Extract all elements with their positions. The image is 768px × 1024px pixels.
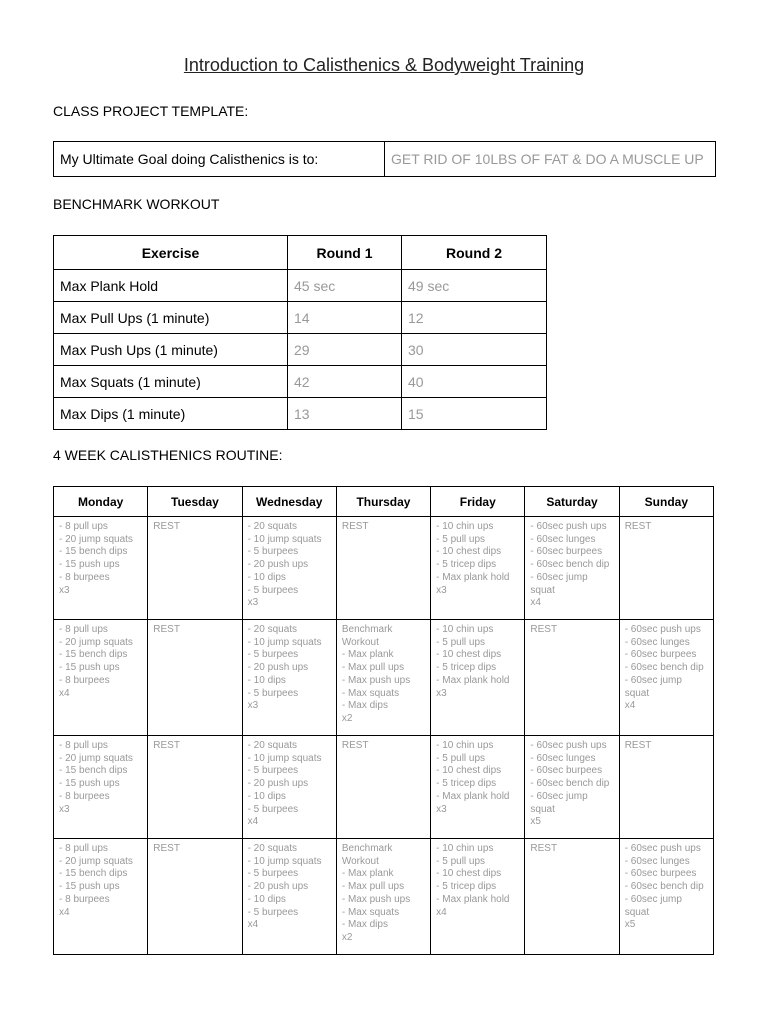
routine-cell[interactable]: REST	[148, 517, 242, 620]
exercise-name: Max Push Ups (1 minute)	[54, 334, 288, 366]
routine-cell[interactable]: - 10 chin ups - 5 pull ups - 10 chest dips - 5 tricep dips - Max plank hold x4	[431, 839, 525, 955]
routine-header-row	[54, 487, 714, 517]
class-project-heading: CLASS PROJECT TEMPLATE:	[53, 103, 249, 119]
benchmark-header-row	[54, 236, 547, 270]
week-row-1	[54, 517, 714, 620]
round-2-value[interactable]: 30	[402, 334, 547, 366]
benchmark-header-round-1: Round 1	[288, 236, 402, 270]
routine-cell[interactable]: REST	[148, 839, 242, 955]
day-header-tuesday: Tuesday	[148, 487, 242, 517]
routine-heading: 4 WEEK CALISTHENICS ROUTINE:	[53, 447, 283, 463]
day-header-monday: Monday	[54, 487, 148, 517]
exercise-name: Max Plank Hold	[54, 270, 288, 302]
routine-cell[interactable]: - 20 squats - 10 jump squats - 5 burpees - 20 push ups - 10 dips - 5 burpees x3	[242, 517, 336, 620]
routine-cell[interactable]: REST	[525, 620, 619, 736]
round-1-value[interactable]: 13	[288, 398, 402, 430]
benchmark-header-round-2: Round 2	[402, 236, 547, 270]
routine-cell[interactable]: REST	[336, 517, 430, 620]
routine-cell[interactable]: - 8 pull ups - 20 jump squats - 15 bench dips - 15 push ups - 8 burpees x3	[54, 517, 148, 620]
round-1-value[interactable]: 45 sec	[288, 270, 402, 302]
routine-cell[interactable]: REST	[619, 736, 713, 839]
exercise-name: Max Squats (1 minute)	[54, 366, 288, 398]
goal-table	[53, 141, 716, 177]
routine-cell[interactable]: Benchmark Workout - Max plank - Max pull ups - Max push ups - Max squats - Max dips x2	[336, 839, 430, 955]
table-row	[54, 270, 547, 302]
routine-cell[interactable]: Benchmark Workout - Max plank - Max pull ups - Max push ups - Max squats - Max dips x2	[336, 620, 430, 736]
table-row	[54, 302, 547, 334]
routine-cell[interactable]: - 60sec push ups - 60sec lunges - 60sec burpees - 60sec bench dip - 60sec jump squat x4	[525, 517, 619, 620]
day-header-friday: Friday	[431, 487, 525, 517]
table-row	[54, 366, 547, 398]
day-header-saturday: Saturday	[525, 487, 619, 517]
week-row-2	[54, 620, 714, 736]
benchmark-heading: BENCHMARK WORKOUT	[53, 196, 220, 212]
exercise-name: Max Dips (1 minute)	[54, 398, 288, 430]
goal-row	[54, 142, 716, 177]
routine-cell[interactable]: - 60sec push ups - 60sec lunges - 60sec burpees - 60sec bench dip - 60sec jump squat x4	[619, 620, 713, 736]
routine-cell[interactable]: - 60sec push ups - 60sec lunges - 60sec burpees - 60sec bench dip - 60sec jump squat x5	[619, 839, 713, 955]
routine-cell[interactable]: - 20 squats - 10 jump squats - 5 burpees - 20 push ups - 10 dips - 5 burpees x3	[242, 620, 336, 736]
routine-cell[interactable]: - 10 chin ups - 5 pull ups - 10 chest dips - 5 tricep dips - Max plank hold x3	[431, 736, 525, 839]
routine-cell[interactable]: - 8 pull ups - 20 jump squats - 15 bench dips - 15 push ups - 8 burpees x3	[54, 736, 148, 839]
week-row-3	[54, 736, 714, 839]
routine-cell[interactable]: - 8 pull ups - 20 jump squats - 15 bench dips - 15 push ups - 8 burpees x4	[54, 839, 148, 955]
routine-table	[53, 486, 714, 955]
goal-value[interactable]: GET RID OF 10LBS OF FAT & DO A MUSCLE UP	[385, 142, 716, 177]
round-1-value[interactable]: 29	[288, 334, 402, 366]
round-2-value[interactable]: 49 sec	[402, 270, 547, 302]
table-row	[54, 334, 547, 366]
page-title: Introduction to Calisthenics & Bodyweight Training	[183, 55, 585, 75]
day-header-wednesday: Wednesday	[242, 487, 336, 517]
routine-cell[interactable]: - 8 pull ups - 20 jump squats - 15 bench dips - 15 push ups - 8 burpees x4	[54, 620, 148, 736]
round-2-value[interactable]: 40	[402, 366, 547, 398]
week-row-4	[54, 839, 714, 955]
routine-cell[interactable]: - 60sec push ups - 60sec lunges - 60sec burpees - 60sec bench dip - 60sec jump squat x5	[525, 736, 619, 839]
round-1-value[interactable]: 42	[288, 366, 402, 398]
routine-cell[interactable]: - 10 chin ups - 5 pull ups - 10 chest dips - 5 tricep dips - Max plank hold x3	[431, 620, 525, 736]
round-1-value[interactable]: 14	[288, 302, 402, 334]
benchmark-table	[53, 235, 547, 430]
routine-cell[interactable]: REST	[148, 736, 242, 839]
exercise-name: Max Pull Ups (1 minute)	[54, 302, 288, 334]
routine-cell[interactable]: REST	[619, 517, 713, 620]
day-header-sunday: Sunday	[619, 487, 713, 517]
routine-cell[interactable]: - 10 chin ups - 5 pull ups - 10 chest dips - 5 tricep dips - Max plank hold x3	[431, 517, 525, 620]
round-2-value[interactable]: 15	[402, 398, 547, 430]
goal-label: My Ultimate Goal doing Calisthenics is to:	[54, 142, 385, 177]
routine-cell[interactable]: REST	[336, 736, 430, 839]
table-row	[54, 398, 547, 430]
benchmark-header-exercise: Exercise	[54, 236, 288, 270]
round-2-value[interactable]: 12	[402, 302, 547, 334]
day-header-thursday: Thursday	[336, 487, 430, 517]
routine-cell[interactable]: REST	[148, 620, 242, 736]
routine-cell[interactable]: REST	[525, 839, 619, 955]
routine-cell[interactable]: - 20 squats - 10 jump squats - 5 burpees - 20 push ups - 10 dips - 5 burpees x4	[242, 839, 336, 955]
routine-cell[interactable]: - 20 squats - 10 jump squats - 5 burpees - 20 push ups - 10 dips - 5 burpees x4	[242, 736, 336, 839]
